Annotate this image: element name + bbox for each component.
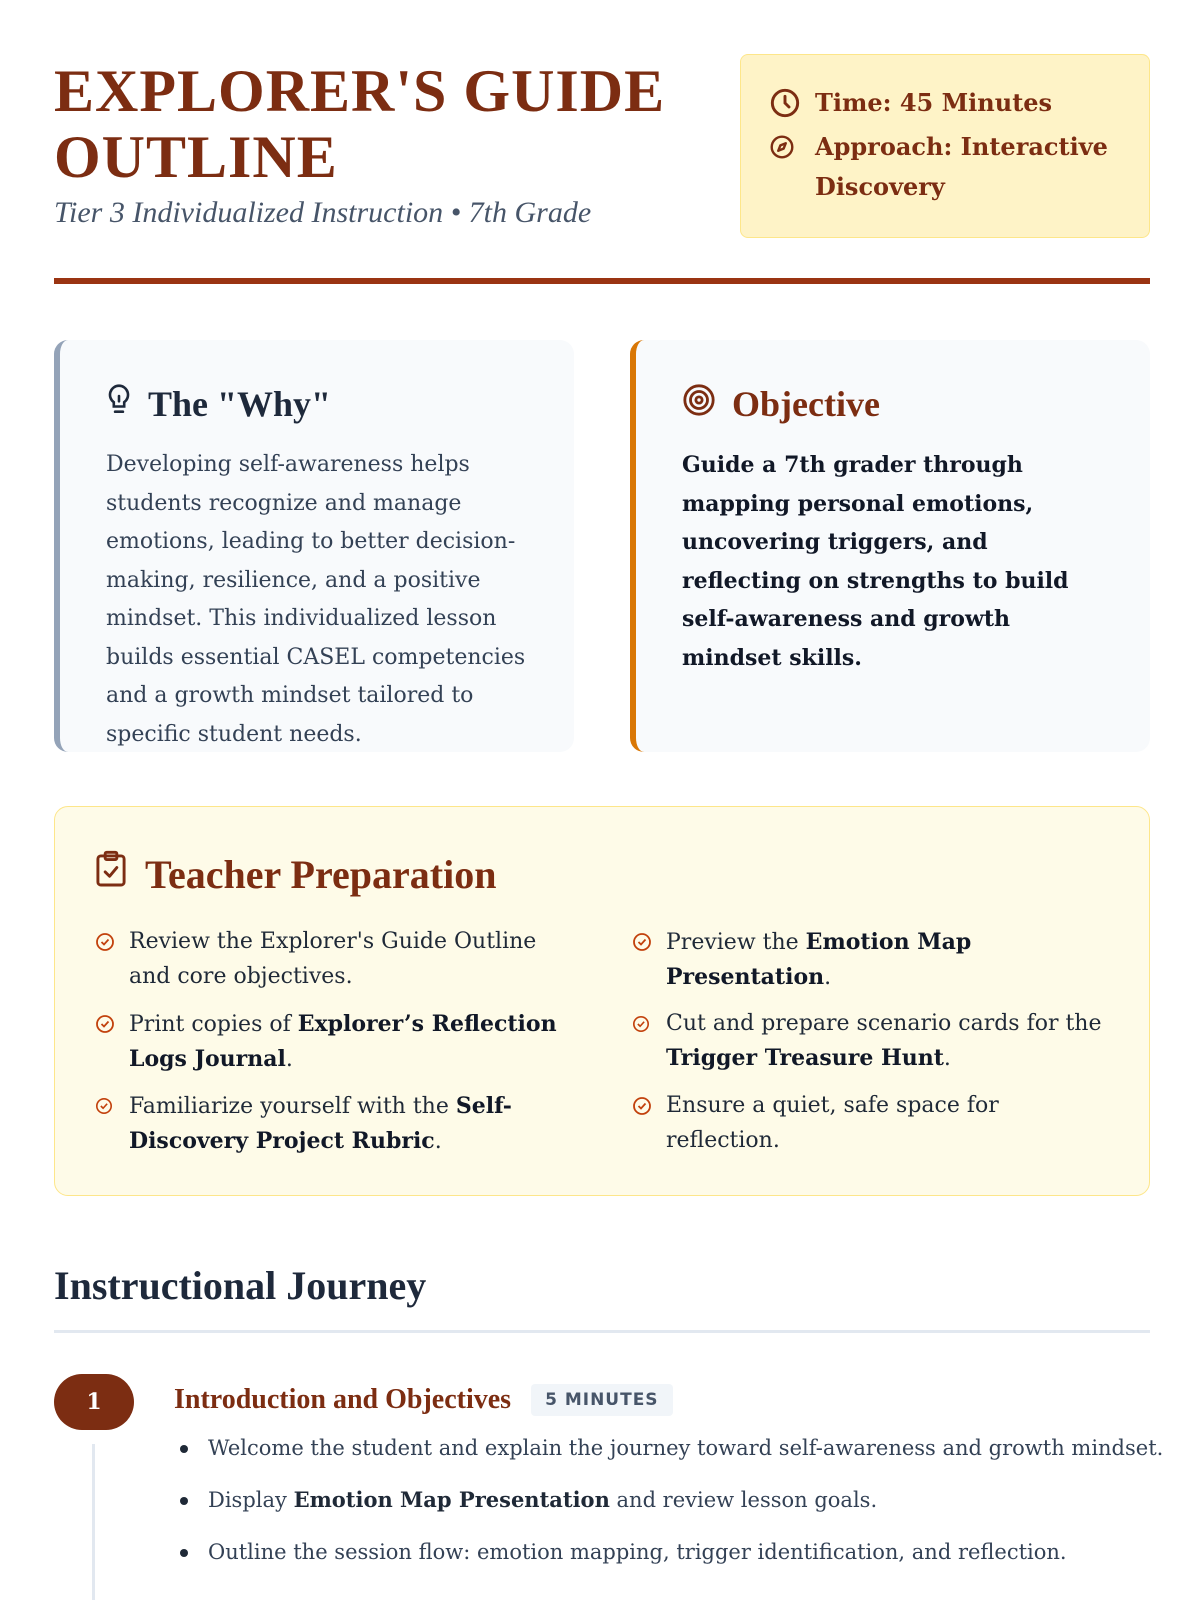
objective-heading: Objective [732, 384, 880, 424]
prep-checklist [95, 925, 1109, 1159]
prep-item: Review the Explorer's Guide Outline and core objectives. [95, 925, 572, 995]
list-item: Outline the session flow: emotion mapping, trigger identification, and reflection. [208, 1538, 1168, 1566]
why-heading-row [106, 380, 534, 428]
clock-icon [769, 83, 801, 123]
lesson-meta-box [740, 54, 1150, 238]
list-item: Display Emotion Map Presentation and review lesson goals. [208, 1486, 1168, 1514]
check-circle-icon [95, 925, 115, 959]
objective-body: Guide a 7th grader through mapping personal emotions, uncovering triggers, and reflecting on strengths to build self-awareness and growth mindset skills. [682, 452, 1069, 671]
step-number-badge: 1 [54, 1374, 134, 1430]
step-duration-badge: 5 MINUTES [531, 1384, 672, 1416]
page-header [54, 58, 1150, 284]
objective-card [630, 340, 1150, 752]
page-title: EXPLORER'S GUIDE OUTLINE [54, 58, 666, 190]
journey-heading: Instructional Journey [54, 1263, 427, 1308]
why-body: Developing self-awareness helps students recognize and manage emotions, leading to better decision-making, resilience, and a positive mindset. This individualized lesson builds essential CASEL competencies and a growth mindset tailored to specific student needs. [106, 452, 526, 747]
check-circle-icon [632, 1007, 652, 1041]
journey-divider [54, 1330, 1150, 1333]
prep-item: Familiarize yourself with the Self-Discovery Project Rubric. [95, 1089, 572, 1159]
prep-item: Ensure a quiet, safe space for reflection. [632, 1089, 1109, 1159]
approach-label: Approach: Interactive Discovery [815, 132, 1108, 201]
why-card [54, 340, 574, 752]
step-header [174, 1376, 673, 1424]
lightbulb-icon [106, 383, 132, 426]
target-icon [682, 383, 716, 426]
teacher-prep-panel [54, 806, 1150, 1196]
page-subtitle: Tier 3 Individualized Instruction • 7th Grade [54, 196, 592, 229]
time-label: Time: 45 Minutes [815, 88, 1053, 117]
step-timeline-line [92, 1444, 95, 1600]
approach-row [769, 127, 1121, 207]
compass-icon [769, 127, 801, 167]
why-heading: The "Why" [148, 384, 332, 424]
check-circle-icon [95, 1007, 115, 1041]
clipboard-check-icon [95, 850, 127, 898]
header-divider [54, 278, 1150, 284]
prep-heading: Teacher Preparation [145, 851, 497, 897]
prep-heading-row [95, 847, 1109, 901]
time-row [769, 83, 1121, 123]
list-item: Welcome the student and explain the journey toward self-awareness and growth mindset. [208, 1434, 1168, 1462]
step-title: Introduction and Objectives [174, 1384, 512, 1415]
step-bullet-list [208, 1434, 1168, 1590]
prep-item: Preview the Emotion Map Presentation. [632, 925, 1109, 995]
prep-item: Print copies of Explorer’s Reflection Logs Journal. [95, 1007, 572, 1077]
check-circle-icon [632, 925, 652, 959]
check-circle-icon [95, 1089, 115, 1123]
check-circle-icon [632, 1089, 652, 1123]
objective-heading-row [682, 380, 1110, 428]
prep-item: Cut and prepare scenario cards for the Trigger Treasure Hunt. [632, 1007, 1109, 1077]
